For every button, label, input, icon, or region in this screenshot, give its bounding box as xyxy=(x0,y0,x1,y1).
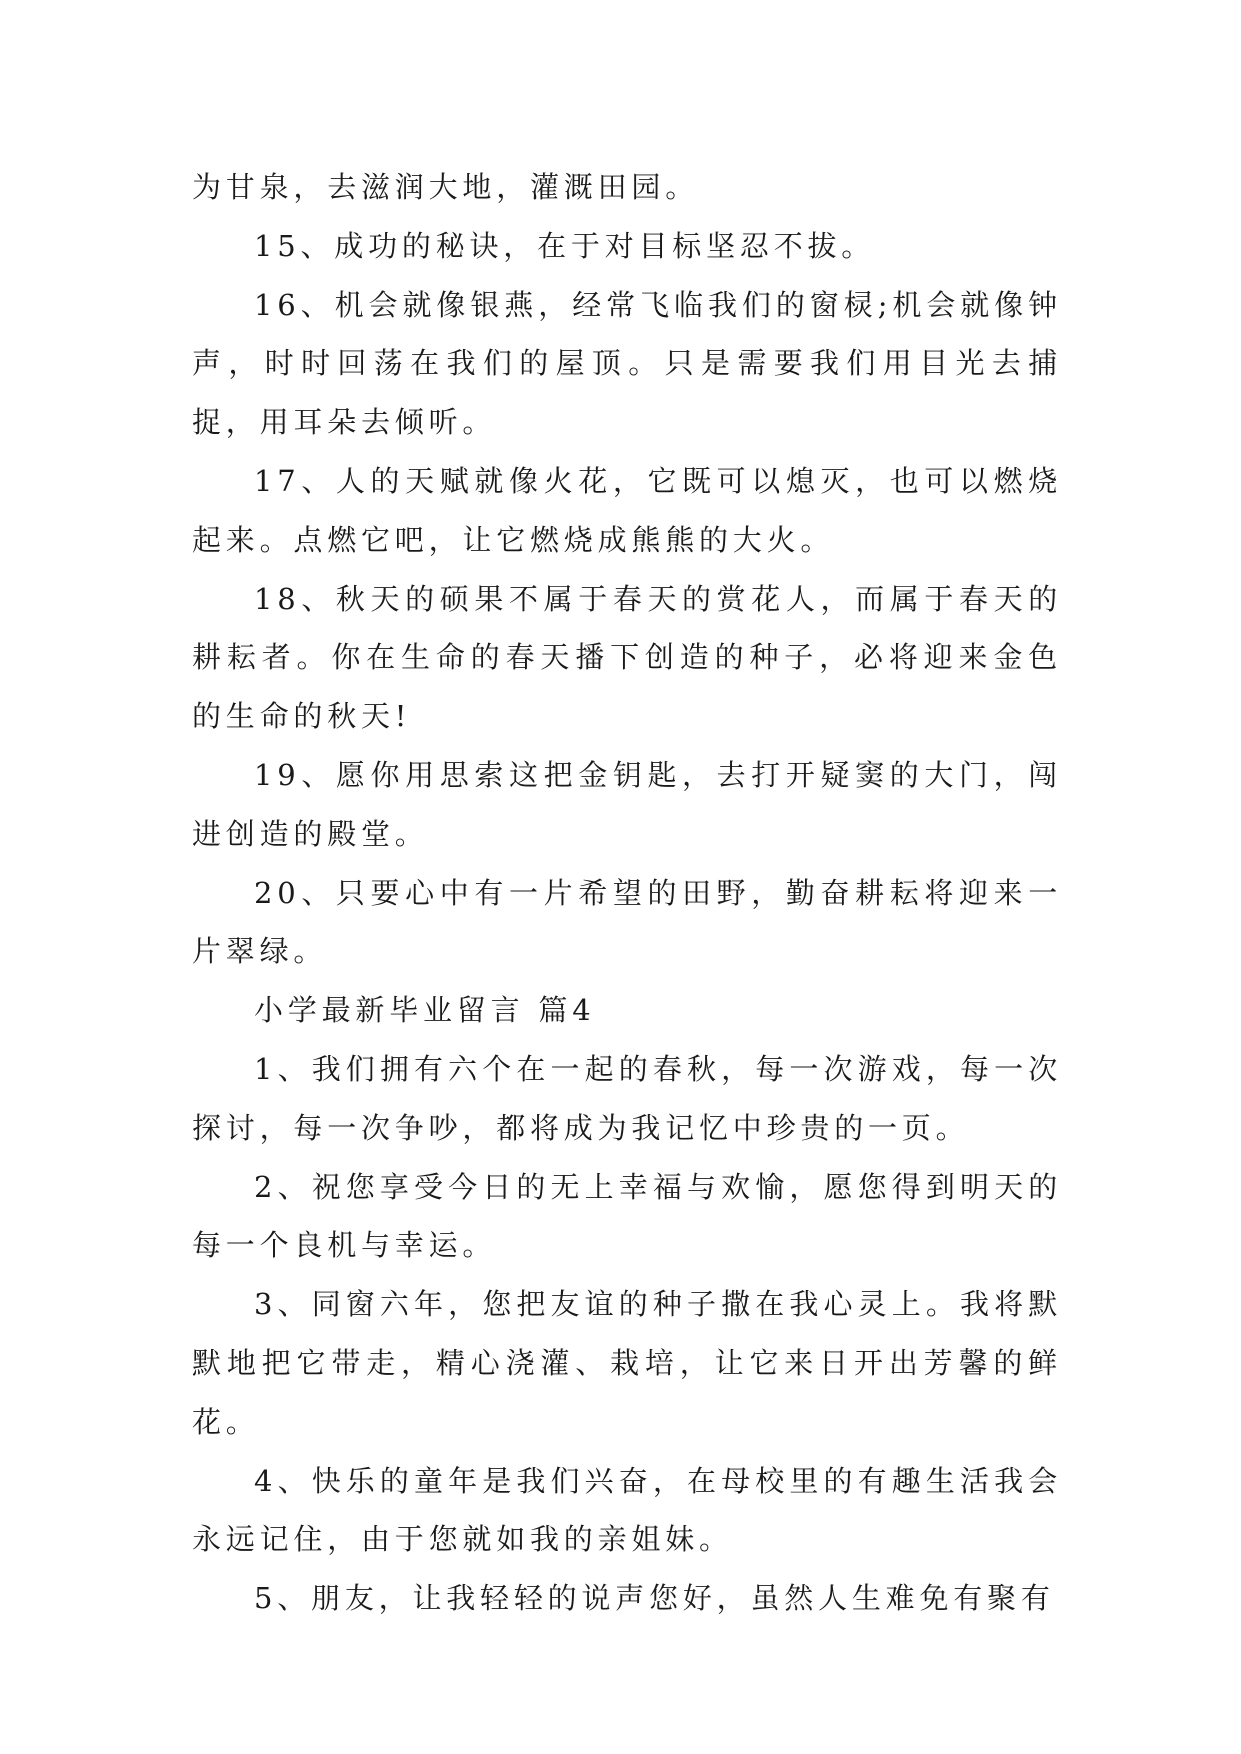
paragraph-item-5: 5、朋友，让我轻轻的说声您好，虽然人生难免有聚有 xyxy=(254,1581,1055,1616)
paragraph-item-20: 20、只要心中有一片希望的田野，勤奋耕耘将迎来一片翠绿。 xyxy=(192,875,1062,969)
paragraph-item-3: 3、同窗六年，您把友谊的种子撒在我心灵上。我将默默地把它带走，精心浇灌、栽培，让它来日开出芳馨的鲜花。 xyxy=(192,1287,1062,1439)
paragraph-item-15: 15、成功的秘诀，在于对目标坚忍不拔。 xyxy=(254,228,876,263)
paragraph-continuation: 为甘泉，去滋润大地，灌溉田园。 xyxy=(192,170,700,204)
paragraph-item-2: 2、祝您享受今日的无上幸福与欢愉，愿您得到明天的每一个良机与幸运。 xyxy=(192,1169,1062,1263)
paragraph-item-4: 4、快乐的童年是我们兴奋，在母校里的有趣生活我会永远记住，由于您就如我的亲姐妹。 xyxy=(192,1463,1062,1557)
paragraph-item-19: 19、愿你用思索这把金钥匙，去打开疑窦的大门，闯进创造的殿堂。 xyxy=(192,757,1062,851)
paragraph-item-17: 17、人的天赋就像火花，它既可以熄灭，也可以燃烧起来。点燃它吧，让它燃烧成熊熊的大火。 xyxy=(192,463,1062,557)
paragraph-item-18: 18、秋天的硕果不属于春天的赏花人，而属于春天的耕耘者。你在生命的春天播下创造的种子，必将迎来金色的生命的秋天! xyxy=(192,581,1062,734)
document-body xyxy=(192,158,1062,1628)
paragraph-item-1: 1、我们拥有六个在一起的春秋，每一次游戏，每一次探讨，每一次争吵，都将成为我记忆中珍贵的一页。 xyxy=(192,1051,1062,1145)
section-heading: 小学最新毕业留言 篇4 xyxy=(254,993,596,1028)
paragraph-item-16: 16、机会就像银燕，经常飞临我们的窗棂;机会就像钟声，时时回荡在我们的屋顶。只是需要我们用目光去捕捉，用耳朵去倾听。 xyxy=(192,287,1062,440)
